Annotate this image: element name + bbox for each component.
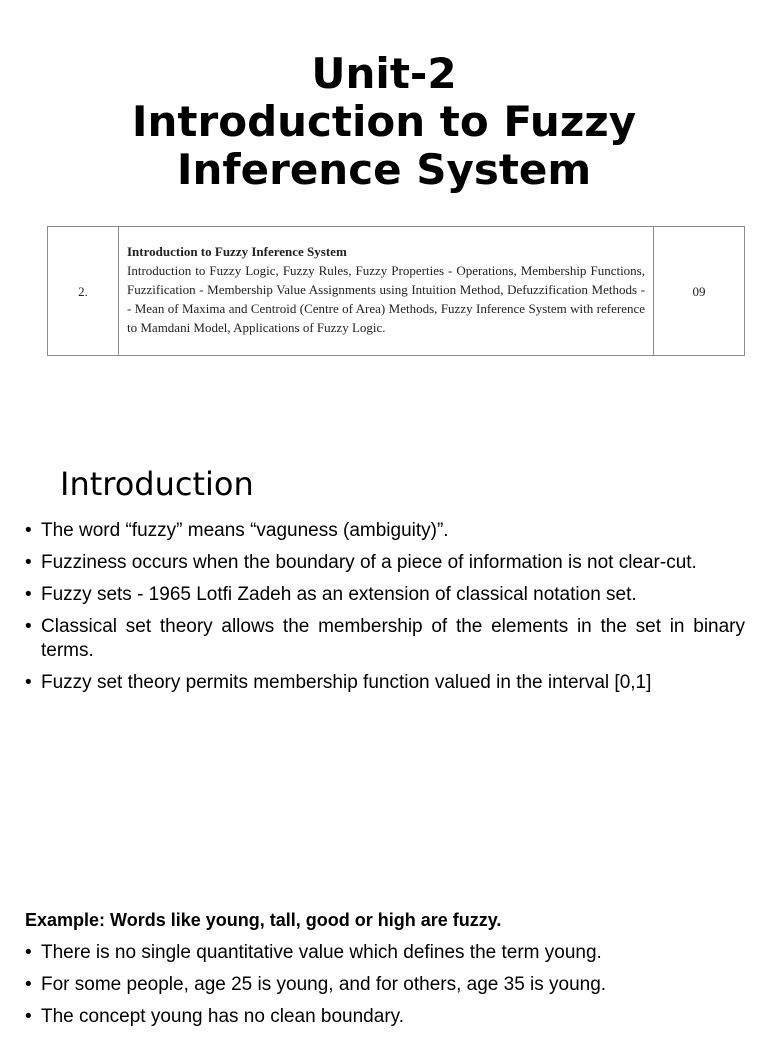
list-item: • There is no single quantitative value which defines the term young.	[25, 941, 745, 965]
list-item: • The word “fuzzy” means “vaguness (ambiguity)”.	[25, 519, 745, 543]
list-item: • The concept young has no clean boundary.	[25, 1005, 745, 1029]
list-item: • Classical set theory allows the membership of the elements in the set in binary terms.	[25, 615, 745, 663]
hours-cell: 09	[654, 227, 745, 356]
list-item: • Fuzzy set theory permits membership function valued in the interval [0,1]	[25, 671, 745, 695]
page-title	[0, 50, 768, 194]
syllabus-table	[47, 226, 745, 356]
title-line-topic-1: Introduction to Fuzzy	[131, 97, 637, 146]
unit-number-cell: 2.	[48, 227, 119, 356]
example-heading: Example: Words like young, tall, good or high are fuzzy.	[25, 910, 502, 930]
list-item: • Fuzziness occurs when the boundary of a piece of information is not clear-cut.	[25, 551, 745, 575]
introduction-list	[25, 519, 745, 703]
introduction-heading: Introduction	[60, 465, 254, 503]
topic-title: Introduction to Fuzzy Inference System	[127, 243, 347, 259]
list-item: • Fuzzy sets - 1965 Lotfi Zadeh as an extension of classical notation set.	[25, 583, 745, 607]
example-list	[25, 941, 745, 1037]
title-line-unit: Unit-2	[311, 49, 457, 98]
topic-content: Introduction to Fuzzy Logic, Fuzzy Rules, Fuzzy Properties - Operations, Membership Functions, Fuzzification - Membership Value Assignments using Intuition Method, Defuzzification Methods -- Mean of Maxima and Centroid (Centre of Area) Methods, Fuzzy Inference System with reference to Mamdani Model, Applications of Fuzzy Logic.	[127, 262, 645, 335]
list-item: • For some people, age 25 is young, and for others, age 35 is young.	[25, 973, 745, 997]
title-line-topic-2: Inference System	[176, 145, 592, 194]
topic-cell	[119, 227, 654, 356]
syllabus-row	[48, 227, 745, 356]
